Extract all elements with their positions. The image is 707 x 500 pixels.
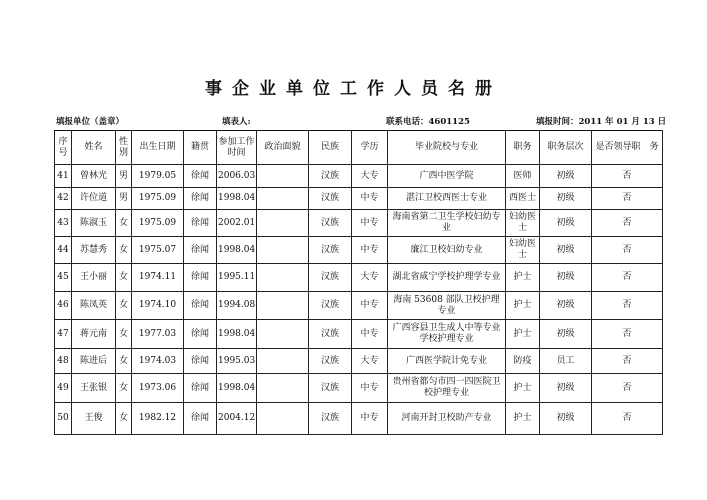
cell-birth: 1974.10 (132, 292, 184, 320)
col-header-ethnicity: 民族 (309, 131, 352, 165)
cell-education: 大专 (352, 165, 388, 188)
cell-leader: 否 (592, 292, 663, 320)
col-header-origin: 籍贯 (184, 131, 217, 165)
cell-origin: 徐闻 (184, 188, 217, 210)
col-header-name: 姓名 (72, 131, 116, 165)
cell-level: 初级 (540, 374, 592, 403)
cell-no: 48 (55, 349, 72, 374)
cell-ethnicity: 汉族 (309, 264, 352, 292)
cell-name: 陈凤英 (72, 292, 116, 320)
cell-work-start: 1994.08 (217, 292, 257, 320)
cell-position: 医师 (506, 165, 540, 188)
cell-origin: 徐闻 (184, 320, 217, 349)
cell-birth: 1975.09 (132, 188, 184, 210)
cell-origin: 徐闻 (184, 165, 217, 188)
cell-political (257, 292, 309, 320)
cell-level: 初级 (540, 188, 592, 210)
cell-birth: 1973.06 (132, 374, 184, 403)
cell-political (257, 264, 309, 292)
cell-leader: 否 (592, 403, 663, 435)
cell-ethnicity: 汉族 (309, 292, 352, 320)
cell-sex: 男 (116, 165, 132, 188)
col-header-sex: 性别 (116, 131, 132, 165)
cell-education: 大专 (352, 349, 388, 374)
cell-leader: 否 (592, 320, 663, 349)
staff-roster-table (54, 130, 663, 435)
cell-origin: 徐闻 (184, 349, 217, 374)
cell-name: 许位道 (72, 188, 116, 210)
cell-origin: 徐闻 (184, 403, 217, 435)
reporting-unit-label: 填报单位（盖章） (56, 117, 125, 127)
cell-ethnicity: 汉族 (309, 188, 352, 210)
cell-school: 湛江卫校西医士专业 (388, 188, 506, 210)
cell-sex: 女 (116, 210, 132, 237)
cell-work-start: 2004.12 (217, 403, 257, 435)
cell-birth: 1979.05 (132, 165, 184, 188)
table-row (55, 374, 663, 403)
cell-work-start: 1995.03 (217, 349, 257, 374)
table-row (55, 188, 663, 210)
cell-education: 中专 (352, 403, 388, 435)
cell-no: 41 (55, 165, 72, 188)
col-header-education: 学历 (352, 131, 388, 165)
cell-level: 初级 (540, 237, 592, 264)
report-date: 填报时间：2011 年 01 月 13 日 (536, 117, 667, 127)
cell-political (257, 210, 309, 237)
page-title: 事企业单位工作人员名册 (205, 79, 502, 99)
cell-school: 廉江卫校妇幼专业 (388, 237, 506, 264)
cell-ethnicity: 汉族 (309, 374, 352, 403)
cell-position: 护士 (506, 374, 540, 403)
cell-work-start: 1998.04 (217, 374, 257, 403)
cell-name: 王俊 (72, 403, 116, 435)
cell-position: 护士 (506, 292, 540, 320)
filler-label: 填表人: (222, 117, 251, 127)
cell-origin: 徐闻 (184, 374, 217, 403)
cell-no: 44 (55, 237, 72, 264)
table-row (55, 320, 663, 349)
cell-education: 中专 (352, 374, 388, 403)
cell-education: 中专 (352, 210, 388, 237)
cell-work-start: 2002.01 (217, 210, 257, 237)
cell-political (257, 349, 309, 374)
col-header-position: 职务 (506, 131, 540, 165)
cell-political (257, 165, 309, 188)
cell-no: 45 (55, 264, 72, 292)
cell-birth: 1974.11 (132, 264, 184, 292)
cell-name: 苏慧秀 (72, 237, 116, 264)
cell-sex: 女 (116, 264, 132, 292)
cell-sex: 男 (116, 188, 132, 210)
cell-school: 河南开封卫校助产专业 (388, 403, 506, 435)
cell-position: 防疫 (506, 349, 540, 374)
cell-birth: 1974.03 (132, 349, 184, 374)
cell-sex: 女 (116, 349, 132, 374)
cell-ethnicity: 汉族 (309, 165, 352, 188)
cell-leader: 否 (592, 165, 663, 188)
cell-political (257, 320, 309, 349)
table-row (55, 349, 663, 374)
table-row (55, 403, 663, 435)
cell-school: 贵州省都匀市四一四医院卫校护理专业 (388, 374, 506, 403)
cell-school: 广西容县卫生成人中等专业学校护理专业 (388, 320, 506, 349)
cell-leader: 否 (592, 349, 663, 374)
cell-school: 广西中医学院 (388, 165, 506, 188)
contact-phone: 联系电话：4601125 (386, 117, 470, 127)
cell-birth: 1982.12 (132, 403, 184, 435)
col-header-work-start: 参加工作时间 (217, 131, 257, 165)
cell-origin: 徐闻 (184, 237, 217, 264)
col-header-birth: 出生日期 (132, 131, 184, 165)
cell-work-start: 1998.04 (217, 188, 257, 210)
cell-position: 护士 (506, 320, 540, 349)
cell-ethnicity: 汉族 (309, 210, 352, 237)
col-header-leader: 是否领导职 务 (592, 131, 663, 165)
cell-level: 初级 (540, 210, 592, 237)
cell-level: 员工 (540, 349, 592, 374)
cell-no: 49 (55, 374, 72, 403)
cell-level: 初级 (540, 264, 592, 292)
cell-position: 妇幼医士 (506, 210, 540, 237)
cell-position: 妇幼医士 (506, 237, 540, 264)
cell-leader: 否 (592, 374, 663, 403)
cell-leader: 否 (592, 210, 663, 237)
cell-name: 陈进后 (72, 349, 116, 374)
cell-no: 47 (55, 320, 72, 349)
cell-level: 初级 (540, 165, 592, 188)
cell-no: 50 (55, 403, 72, 435)
table-header-row (55, 131, 663, 165)
col-header-no: 序号 (55, 131, 72, 165)
cell-sex: 女 (116, 374, 132, 403)
cell-work-start: 2006.03 (217, 165, 257, 188)
cell-education: 中专 (352, 188, 388, 210)
table-row (55, 210, 663, 237)
cell-origin: 徐闻 (184, 264, 217, 292)
cell-sex: 女 (116, 237, 132, 264)
cell-leader: 否 (592, 264, 663, 292)
cell-political (257, 237, 309, 264)
table-row (55, 237, 663, 264)
cell-level: 初级 (540, 403, 592, 435)
cell-level: 初级 (540, 320, 592, 349)
cell-leader: 否 (592, 237, 663, 264)
cell-sex: 女 (116, 320, 132, 349)
cell-name: 王张银 (72, 374, 116, 403)
cell-position: 护士 (506, 403, 540, 435)
cell-origin: 徐闻 (184, 292, 217, 320)
cell-education: 大专 (352, 264, 388, 292)
cell-ethnicity: 汉族 (309, 237, 352, 264)
cell-birth: 1977.03 (132, 320, 184, 349)
cell-sex: 女 (116, 403, 132, 435)
cell-no: 43 (55, 210, 72, 237)
cell-no: 42 (55, 188, 72, 210)
table-row (55, 292, 663, 320)
cell-birth: 1975.09 (132, 210, 184, 237)
cell-ethnicity: 汉族 (309, 349, 352, 374)
cell-political (257, 188, 309, 210)
cell-political (257, 403, 309, 435)
table-row (55, 264, 663, 292)
cell-work-start: 1998.04 (217, 320, 257, 349)
cell-political (257, 374, 309, 403)
col-header-level: 职务层次 (540, 131, 592, 165)
cell-level: 初级 (540, 292, 592, 320)
cell-education: 中专 (352, 237, 388, 264)
cell-name: 蒋元南 (72, 320, 116, 349)
cell-no: 46 (55, 292, 72, 320)
table-row (55, 165, 663, 188)
cell-birth: 1975.07 (132, 237, 184, 264)
cell-position: 护士 (506, 264, 540, 292)
cell-sex: 女 (116, 292, 132, 320)
cell-school: 海南 53608 部队卫校护理专业 (388, 292, 506, 320)
cell-work-start: 1998.04 (217, 237, 257, 264)
cell-school: 湖北省咸宁学校护理学专业 (388, 264, 506, 292)
cell-school: 广西医学院计免专业 (388, 349, 506, 374)
cell-school: 海南省第二卫生学校妇幼专业 (388, 210, 506, 237)
cell-education: 中专 (352, 320, 388, 349)
cell-work-start: 1995.11 (217, 264, 257, 292)
cell-name: 王小丽 (72, 264, 116, 292)
cell-ethnicity: 汉族 (309, 320, 352, 349)
cell-position: 西医士 (506, 188, 540, 210)
col-header-political: 政治面貌 (257, 131, 309, 165)
cell-name: 陈淑玉 (72, 210, 116, 237)
cell-leader: 否 (592, 188, 663, 210)
cell-name: 曾林光 (72, 165, 116, 188)
cell-ethnicity: 汉族 (309, 403, 352, 435)
cell-origin: 徐闻 (184, 210, 217, 237)
col-header-school: 毕业院校与专业 (388, 131, 506, 165)
cell-education: 中专 (352, 292, 388, 320)
